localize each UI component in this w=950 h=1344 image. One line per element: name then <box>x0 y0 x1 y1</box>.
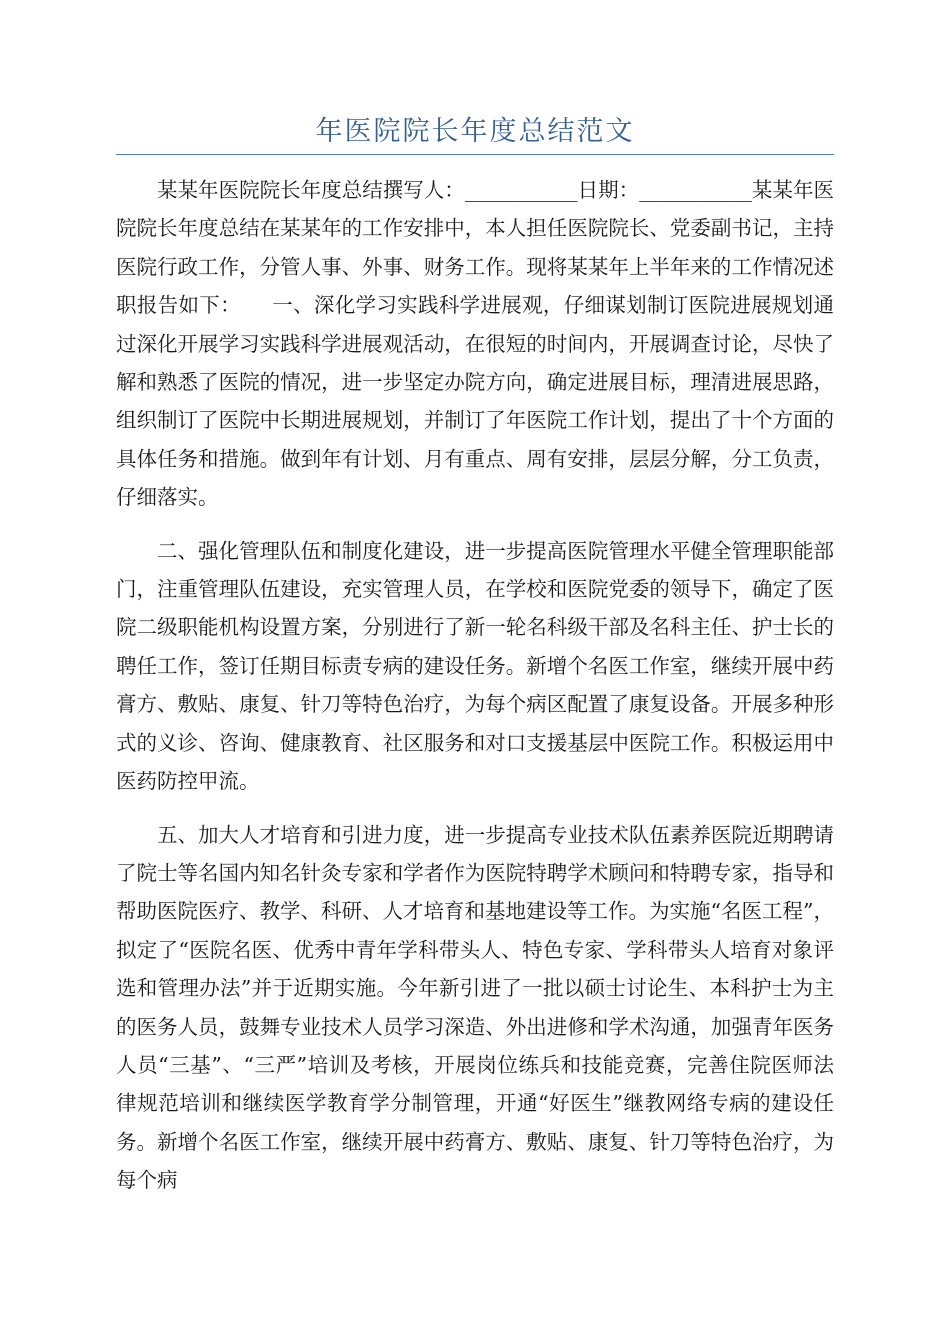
document-title: 年医院院长年度总结范文 <box>315 116 635 147</box>
paragraph-3: 五、加大人才培育和引进力度，进一步提高专业技术队伍素养医院近期聘请了院士等名国内知名针灸专家和学者作为医院特聘学术顾问和特聘专家，指导和帮助医院医疗、教学、科研、人才培育和基地建设等工作。为实施“名医工程”，拟定了“医院名医、优秀中青年学科带头人、特色专家、学科带头人培育对象评选和管理办法”并于近期实施。今年新引进了一批以硕士讨论生、本科护士为主的医务人员，鼓舞专业技术人员学习深造、外出进修和学术沟通，加强青年医务人员“三基”、“三严”培训及考核，开展岗位练兵和技能竞赛，完善住院医师法律规范培训和继续医学教育学分制管理，开通“好医生”继教网络专病的建设任务。新增个名医工作室，继续开展中药膏方、敷贴、康复、针刀等特色治疗，为每个病 <box>116 822 834 1193</box>
paragraph-1: 某某年医院院长年度总结撰写人：___________日期：___________某某年医院院长年度总结在某某年的工作安排中，本人担任医院院长、党委副书记，主持医院行政工作，分管人事、外事、财务工作。现将某某年上半年来的工作情况述职报告如下： 一、深化学习实践科学进展观，仔细谋划制订医院进展规划通过深化开展学习实践科学进展观活动，在很短的时间内，开展调查讨论，尽快了解和熟悉了医院的情况，进一步坚定办院方向，确定进展目标，理清进展思路，组织制订了医院中长期进展规划，并制订了年医院工作计划，提出了十个方面的具体任务和措施。做到年有计划、月有重点、周有安排，层层分解，分工负责，仔细落实。 <box>116 178 834 510</box>
document-body <box>116 171 834 1200</box>
title-underline <box>116 154 834 155</box>
paragraph-2: 二、强化管理队伍和制度化建设，进一步提高医院管理水平健全管理职能部门，注重管理队伍建设，充实管理人员，在学校和医院党委的领导下，确定了医院二级职能机构设置方案，分别进行了新一轮名科级干部及名科主任、护士长的聘任工作，签订任期目标责专病的建设任务。新增个名医工作室，继续开展中药膏方、敷贴、康复、针刀等特色治疗，为每个病区配置了康复设备。开展多种形式的义诊、咨询、健康教育、社区服务和对口支援基层中医院工作。积极运用中医药防控甲流。 <box>116 538 834 794</box>
